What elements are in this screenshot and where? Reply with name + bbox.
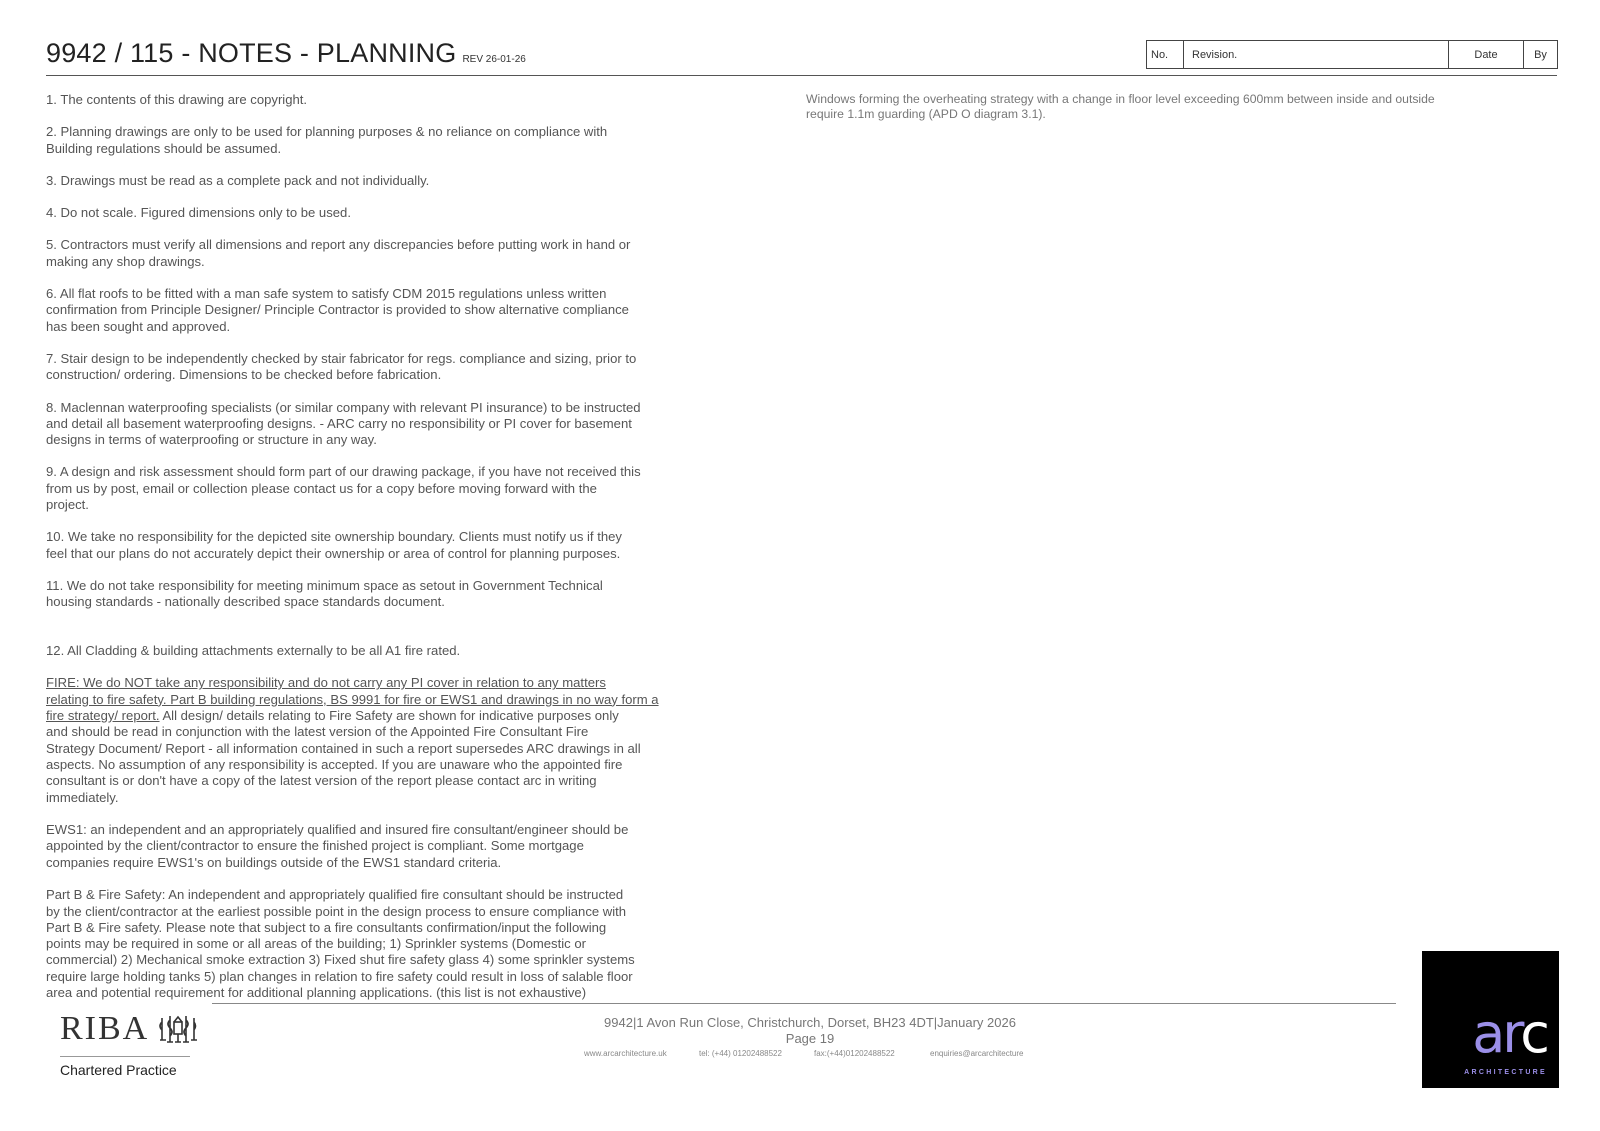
note-6: 6. All flat roofs to be fitted with a man safe system to satisfy CDM 2015 regulations unless written confirmation from Principle Designer/ Principle Contractor is provided to show alternative compliance has been sought and approved. [46,286,629,334]
fax: fax:(+44)01202488522 [814,1049,895,1058]
notes-list [46,92,716,1018]
footer-divider [212,1003,1396,1004]
riba-divider [60,1056,190,1057]
note-9: 9. A design and risk assessment should form part of our drawing package, if you have not received this from us by post, email or collection please contact us for a copy before moving forward with the project. [46,464,641,513]
note-7: 7. Stair design to be independently checked by stair fabricator for regs. compliance and sizing, prior to construction/ ordering. Dimensions to be checked before fabrication. [46,350,637,383]
note-1: 1. The contents of this drawing are copyright. [46,92,308,107]
note-10: 10. We take no responsibility for the depicted site ownership boundary. Clients must notify us if they feel that our plans do not accurately depict their ownership or area of control for planning purposes. [46,529,622,561]
arc-subtitle: ARCHITECTURE [1464,1069,1547,1076]
page-title [46,38,526,69]
arc-wordmark-ar: ar [1472,1002,1521,1065]
fire-disclaimer: FIRE: We do NOT take any responsibility and do not carry any PI cover in relation to any matters relating to fire safety. Part B building regulations, BS 9991 for fire or EWS1 and drawings in no way form a fire strategy/ report. [46,675,659,724]
col-by: By [1524,41,1558,69]
col-no: No. [1147,41,1184,69]
footer-address: 9942|1 Avon Run Close, Christchurch, Dorset, BH23 4DT|January 2026 [604,1015,1016,1030]
note-2: 2. Planning drawings are only to be used for planning purposes & no reliance on compliance with Building regulations should be assumed. [46,124,608,156]
overheating-note [806,92,1526,138]
note-12-ews1: EWS1: an independent and an appropriately qualified and insured fire consultant/engineer should be appointed by the client/contractor to ensure the finished project is compliant. Some mortgage companies require EWS1's on buildings outside of the EWS1 standard criteria. [46,822,629,870]
note-12-cladding: 12. All Cladding & building attachments externally to be all A1 fire rated. [46,642,461,658]
arc-wordmark-c: c [1520,1002,1547,1065]
fire-details: All design/ details relating to Fire Safety are shown for indicative purposes only and should be read in conjunction with the latest version of the Appointed Fire Consultant Fire Strategy Document/ Report - all information contained in such a report supersedes ARC drawings in all aspects. No assumption of any responsibility is accepted. If you are unaware who the appointed fire consultant is or don't have a copy of the latest version of the report please contact arc in writing immediately. [46,708,641,805]
note-5: 5. Contractors must verify all dimensions and report any discrepancies before putting work in hand or making any shop drawings. [46,237,631,269]
arc-wordmark [1472,1002,1547,1065]
title-text: 9942 / 115 - NOTES - PLANNING [46,38,457,68]
page-number: Page 19 [785,1031,835,1046]
note-3: 3. Drawings must be read as a complete pack and not individually. [46,172,430,188]
revision-table-header [1147,41,1558,69]
note-12-part-b: Part B & Fire Safety: An independent and appropriately qualified fire consultant should be instructed by the client/contractor at the earliest possible point in the design process to ensure compliance with Part B & Fire safety. Please note that subject to a fire consultants confirmation/input the following points may be required in some or all areas of the building; 1) Sprinkler systems (Domestic or commercial) 2) Mechanical smoke extraction 3) Fixed shut fire safety glass 4) some sprinkler systems require large holding tanks 5) plan changes in relation to fire safety could result in loss of salable floor area and potential requirement for additional planning applications. (this list is not exhaustive) [46,887,635,1001]
arc-logo [1422,951,1559,1088]
telephone: tel: (+44) 01202488522 [699,1049,782,1058]
riba-subtitle: Chartered Practice [60,1062,177,1078]
col-revision: Revision. [1184,41,1449,69]
website-link[interactable]: www.arcarchitecture.uk [584,1049,667,1058]
right-note-text: Windows forming the overheating strategy with a change in floor level exceeding 600mm between inside and outside require 1.1m guarding (APD O diagram 3.1). [806,92,1435,121]
revision-date: REV 26-01-26 [462,54,526,65]
col-date: Date [1449,41,1524,69]
note-8: 8. Maclennan waterproofing specialists (or similar company with relevant PI insurance) to be instructed and detail all basement waterproofing designs. - ARC carry no responsibility or PI cover for basement designs in terms of waterproofing or structure in any way. [46,399,641,448]
riba-wordmark: RIBA [60,1010,150,1047]
note-12 [46,627,716,1018]
header-divider [46,75,1557,76]
riba-crest-icon [156,1012,198,1046]
note-4: 4. Do not scale. Figured dimensions only to be used. [46,205,351,221]
note-12-fire [46,675,716,805]
riba-logo [60,1010,200,1090]
note-11: 11. We do not take responsibility for meeting minimum space as setout in Government Technical housing standards - nationally described space standards document. [46,577,603,610]
revision-table [1146,40,1558,69]
email-link[interactable]: enquiries@arcarchitecture [930,1049,1024,1058]
